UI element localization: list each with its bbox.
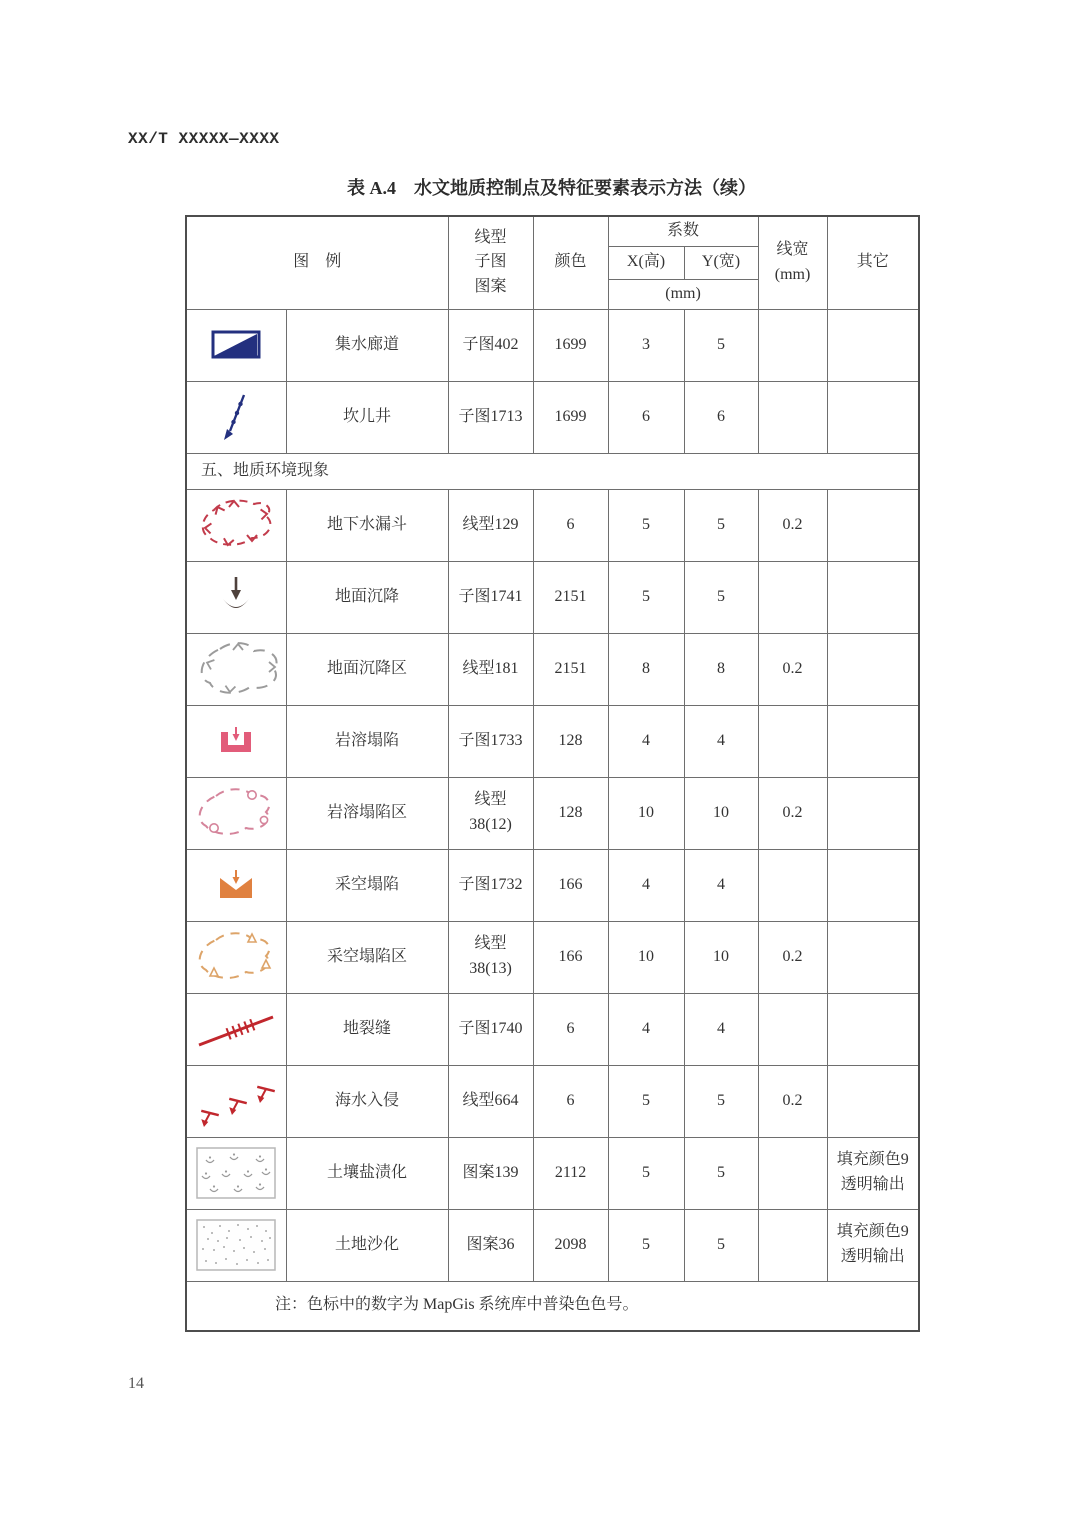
line-width-cell: 0.2	[758, 633, 827, 705]
note-row	[186, 1281, 919, 1331]
symbols-table	[185, 215, 920, 1332]
other-cell	[827, 489, 919, 561]
table-row	[186, 1065, 919, 1137]
x-coefficient-cell: 5	[608, 1137, 684, 1209]
other-cell	[827, 309, 919, 381]
other-cell	[827, 633, 919, 705]
color-cell: 2098	[533, 1209, 608, 1281]
soil-salinization-icon	[186, 1137, 286, 1209]
color-cell: 128	[533, 705, 608, 777]
color-cell: 2151	[533, 633, 608, 705]
table-row	[186, 561, 919, 633]
table-row	[186, 1137, 919, 1209]
line-width-cell	[758, 705, 827, 777]
x-coefficient-cell: 6	[608, 381, 684, 453]
other-cell	[827, 993, 919, 1065]
page-number: 14	[128, 1375, 144, 1392]
color-cell: 6	[533, 1065, 608, 1137]
color-cell: 166	[533, 849, 608, 921]
x-coefficient-cell: 5	[608, 1209, 684, 1281]
header-line-width: 线宽 (mm)	[758, 216, 827, 309]
groundwater-funnel-icon	[186, 489, 286, 561]
y-coefficient-cell: 5	[684, 1209, 758, 1281]
y-coefficient-cell: 4	[684, 993, 758, 1065]
line-width-cell	[758, 993, 827, 1065]
other-cell	[827, 777, 919, 849]
table-row	[186, 849, 919, 921]
legend-name-cell: 采空塌陷区	[286, 921, 448, 993]
legend-name-cell: 地面沉降	[286, 561, 448, 633]
legend-name-cell: 岩溶塌陷区	[286, 777, 448, 849]
line-width-cell	[758, 849, 827, 921]
line-width-cell	[758, 1209, 827, 1281]
table-row	[186, 381, 919, 453]
legend-name-cell: 地面沉降区	[286, 633, 448, 705]
legend-name-cell: 采空塌陷	[286, 849, 448, 921]
legend-name-cell: 地裂缝	[286, 993, 448, 1065]
header-linetype: 线型 子图 图案	[448, 216, 533, 309]
y-coefficient-cell: 5	[684, 1065, 758, 1137]
legend-name-cell: 岩溶塌陷	[286, 705, 448, 777]
legend-name-cell: 集水廊道	[286, 309, 448, 381]
x-coefficient-cell: 4	[608, 849, 684, 921]
color-cell: 2112	[533, 1137, 608, 1209]
x-coefficient-cell: 5	[608, 561, 684, 633]
line-width-cell: 0.2	[758, 489, 827, 561]
table-row	[186, 993, 919, 1065]
header-x-high: X(高)	[608, 246, 684, 279]
table-row	[186, 1209, 919, 1281]
legend-name-cell: 坎儿井	[286, 381, 448, 453]
legend-name-cell: 土壤盐渍化	[286, 1137, 448, 1209]
linetype-cell: 子图1733	[448, 705, 533, 777]
collecting-gallery-icon	[186, 309, 286, 381]
table-row	[186, 921, 919, 993]
section-label: 五、地质环境现象	[186, 453, 919, 489]
y-coefficient-cell: 5	[684, 561, 758, 633]
section-row	[186, 453, 919, 489]
line-width-cell	[758, 1137, 827, 1209]
linetype-cell: 子图1732	[448, 849, 533, 921]
y-coefficient-cell: 4	[684, 705, 758, 777]
line-width-cell	[758, 561, 827, 633]
table-row	[186, 309, 919, 381]
x-coefficient-cell: 5	[608, 489, 684, 561]
linetype-cell: 子图1740	[448, 993, 533, 1065]
x-coefficient-cell: 4	[608, 993, 684, 1065]
color-cell: 6	[533, 993, 608, 1065]
line-width-cell: 0.2	[758, 777, 827, 849]
land-subsidence-icon	[186, 561, 286, 633]
y-coefficient-cell: 6	[684, 381, 758, 453]
color-cell: 166	[533, 921, 608, 993]
linetype-cell: 线型 38(13)	[448, 921, 533, 993]
legend-name-cell: 地下水漏斗	[286, 489, 448, 561]
doc-code: XX/T XXXXX—XXXX	[128, 130, 280, 148]
table-row	[186, 633, 919, 705]
linetype-cell: 子图1713	[448, 381, 533, 453]
table-row	[186, 705, 919, 777]
note-label: 注：色标中的数字为 MapGis 系统库中普染色色号。	[186, 1281, 919, 1331]
other-cell: 填充颜色9 透明输出	[827, 1137, 919, 1209]
x-coefficient-cell: 8	[608, 633, 684, 705]
y-coefficient-cell: 5	[684, 489, 758, 561]
other-cell	[827, 561, 919, 633]
linetype-cell: 子图1741	[448, 561, 533, 633]
y-coefficient-cell: 10	[684, 921, 758, 993]
header-color: 颜色	[533, 216, 608, 309]
ground-fissure-icon	[186, 993, 286, 1065]
header-coefficient: 系数	[608, 216, 758, 246]
table-title: 表 A.4 水文地质控制点及特征要素表示方法（续）	[347, 178, 756, 198]
linetype-cell: 图案139	[448, 1137, 533, 1209]
mined-out-collapse-area-icon	[186, 921, 286, 993]
land-subsidence-area-icon	[186, 633, 286, 705]
color-cell: 6	[533, 489, 608, 561]
other-cell	[827, 921, 919, 993]
color-cell: 1699	[533, 381, 608, 453]
x-coefficient-cell: 10	[608, 921, 684, 993]
x-coefficient-cell: 5	[608, 1065, 684, 1137]
karez-icon	[186, 381, 286, 453]
other-cell	[827, 1065, 919, 1137]
x-coefficient-cell: 4	[608, 705, 684, 777]
line-width-cell: 0.2	[758, 921, 827, 993]
line-width-cell	[758, 381, 827, 453]
x-coefficient-cell: 10	[608, 777, 684, 849]
header-other: 其它	[827, 216, 919, 309]
x-coefficient-cell: 3	[608, 309, 684, 381]
table-row	[186, 489, 919, 561]
line-width-cell: 0.2	[758, 1065, 827, 1137]
header-coefficient-unit: (mm)	[608, 279, 758, 309]
table-body	[186, 309, 919, 1331]
legend-name-cell: 土地沙化	[286, 1209, 448, 1281]
land-desertification-icon	[186, 1209, 286, 1281]
color-cell: 128	[533, 777, 608, 849]
karst-collapse-icon	[186, 705, 286, 777]
y-coefficient-cell: 5	[684, 309, 758, 381]
other-cell: 填充颜色9 透明输出	[827, 1209, 919, 1281]
table-row	[186, 777, 919, 849]
linetype-cell: 线型664	[448, 1065, 533, 1137]
color-cell: 1699	[533, 309, 608, 381]
table-container	[185, 215, 920, 1332]
y-coefficient-cell: 10	[684, 777, 758, 849]
header-y-wide: Y(宽)	[684, 246, 758, 279]
header-legend: 图 例	[186, 216, 448, 309]
linetype-cell: 线型129	[448, 489, 533, 561]
y-coefficient-cell: 4	[684, 849, 758, 921]
linetype-cell: 子图402	[448, 309, 533, 381]
y-coefficient-cell: 5	[684, 1137, 758, 1209]
seawater-intrusion-icon	[186, 1065, 286, 1137]
other-cell	[827, 381, 919, 453]
other-cell	[827, 705, 919, 777]
other-cell	[827, 849, 919, 921]
color-cell: 2151	[533, 561, 608, 633]
legend-name-cell: 海水入侵	[286, 1065, 448, 1137]
linetype-cell: 线型 38(12)	[448, 777, 533, 849]
linetype-cell: 图案36	[448, 1209, 533, 1281]
line-width-cell	[758, 309, 827, 381]
linetype-cell: 线型181	[448, 633, 533, 705]
karst-collapse-area-icon	[186, 777, 286, 849]
mined-out-collapse-icon	[186, 849, 286, 921]
y-coefficient-cell: 8	[684, 633, 758, 705]
